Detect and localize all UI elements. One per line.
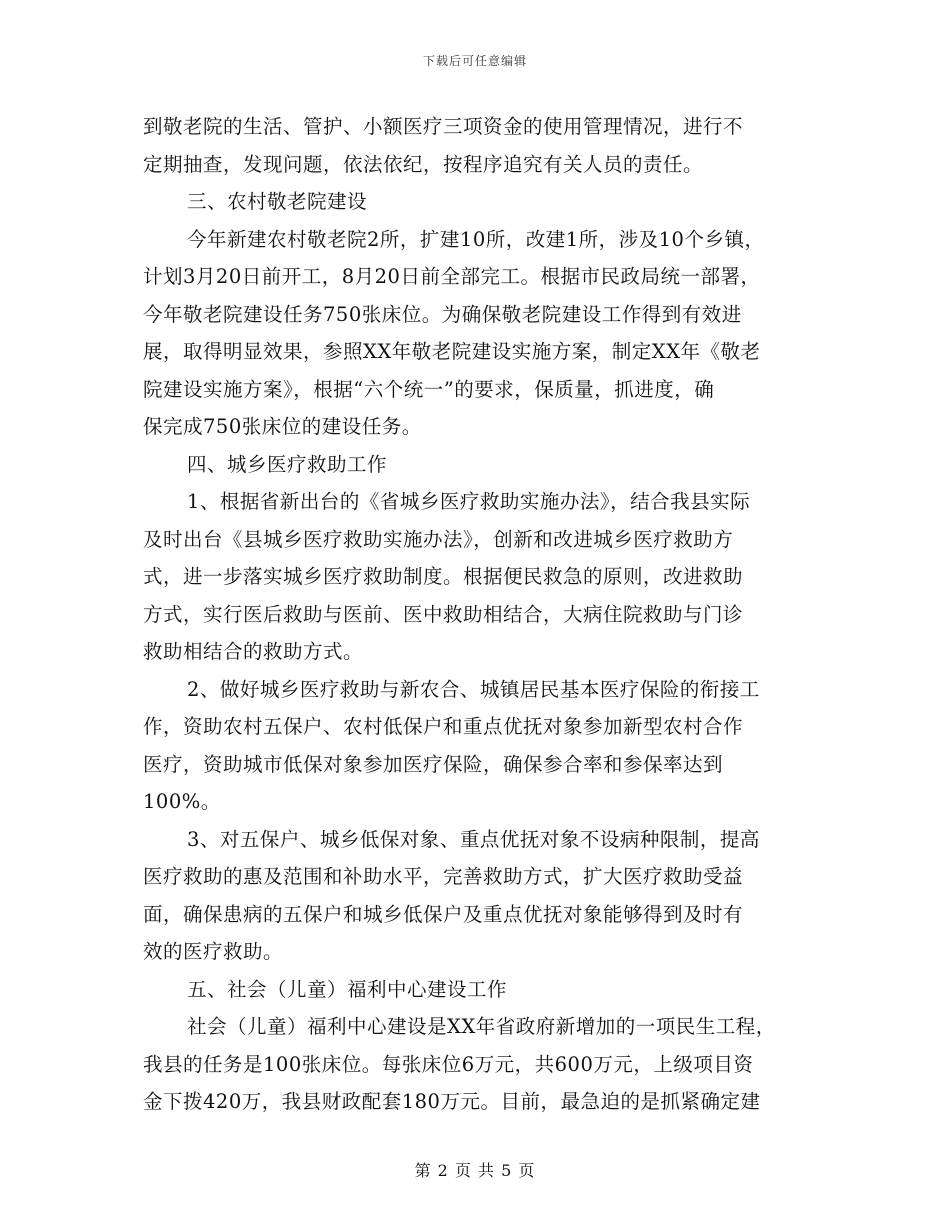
page-footer: 第 2 页 共 5 页 bbox=[414, 1161, 536, 1180]
section-heading: 四、城乡医疗救助工作 bbox=[187, 452, 388, 476]
body-line: 作，资助农村五保户、农村低保户和重点优抚对象参加新型农村合作 bbox=[143, 715, 744, 738]
body-line: 计划3月20日前开工，8月20日前全部完工。根据市民政局统一部署， bbox=[143, 265, 761, 288]
body-line: 社会（儿童）福利中心建设是XX年省政府新增加的一项民生工程， bbox=[187, 1015, 776, 1038]
body-line: 及时出台《县城乡医疗救助实施办法》，创新和改进城乡医疗救助方 bbox=[143, 527, 734, 551]
body-line: 救助相结合的救助方式。 bbox=[143, 640, 364, 663]
body-line: 面，确保患病的五保户和城乡低保户及重点优抚对象能够得到及时有 bbox=[143, 902, 744, 926]
body-line: 到敬老院的生活、管护、小额医疗三项资金的使用管理情况，进行不 bbox=[143, 115, 744, 138]
body-line: 今年新建农村敬老院2所，扩建10所，改建1所，涉及10个乡镇， bbox=[187, 227, 765, 251]
body-line: 2、做好城乡医疗救助与新农合、城镇居民基本医疗保险的衔接工 bbox=[187, 677, 760, 701]
body-line: 院建设实施方案》，根据“六个统一”的要求，保质量，抓进度，确 bbox=[143, 377, 715, 401]
body-line: 医疗，资助城市低保对象参加医疗保险，确保参合率和参保率达到 bbox=[143, 752, 724, 776]
body-line: 定期抽查，发现问题，依法依纪，按程序追究有关人员的责任。 bbox=[143, 152, 704, 176]
body-line: 我县的任务是100张床位。每张床位6万元，共600万元，上级项目资 bbox=[143, 1052, 754, 1076]
body-line: 1、根据省新出台的《省城乡医疗救助实施办法》，结合我县实际 bbox=[187, 490, 751, 513]
body-line: 式，进一步落实城乡医疗救助制度。根据便民救急的原则，改进救助 bbox=[143, 565, 744, 588]
document-body bbox=[143, 108, 823, 1121]
page-header: 下载后可任意编辑 bbox=[422, 54, 527, 68]
body-line: 100%。 bbox=[143, 790, 221, 813]
body-line: 展，取得明显效果，参照XX年敬老院建设实施方案，制定XX年《敬老 bbox=[143, 340, 761, 363]
body-line: 保完成750张床位的建设任务。 bbox=[143, 415, 422, 438]
body-line: 医疗救助的惠及范围和补助水平，完善救助方式，扩大医疗救助受益 bbox=[143, 865, 744, 888]
body-line: 方式，实行医后救助与医前、医中救助相结合，大病住院救助与门诊 bbox=[143, 602, 744, 626]
body-line: 金下拨420万，我县财政配套180万元。目前，最急迫的是抓紧确定建 bbox=[143, 1090, 761, 1113]
body-line: 今年敬老院建设任务750张床位。为确保敬老院建设工作得到有效进 bbox=[143, 302, 742, 326]
body-line: 3、对五保户、城乡低保对象、重点优抚对象不设病种限制，提高 bbox=[187, 827, 760, 851]
body-line: 效的医疗救助。 bbox=[143, 940, 284, 963]
section-heading: 五、社会（儿童）福利中心建设工作 bbox=[187, 977, 508, 1001]
section-heading: 三、农村敬老院建设 bbox=[187, 190, 368, 213]
